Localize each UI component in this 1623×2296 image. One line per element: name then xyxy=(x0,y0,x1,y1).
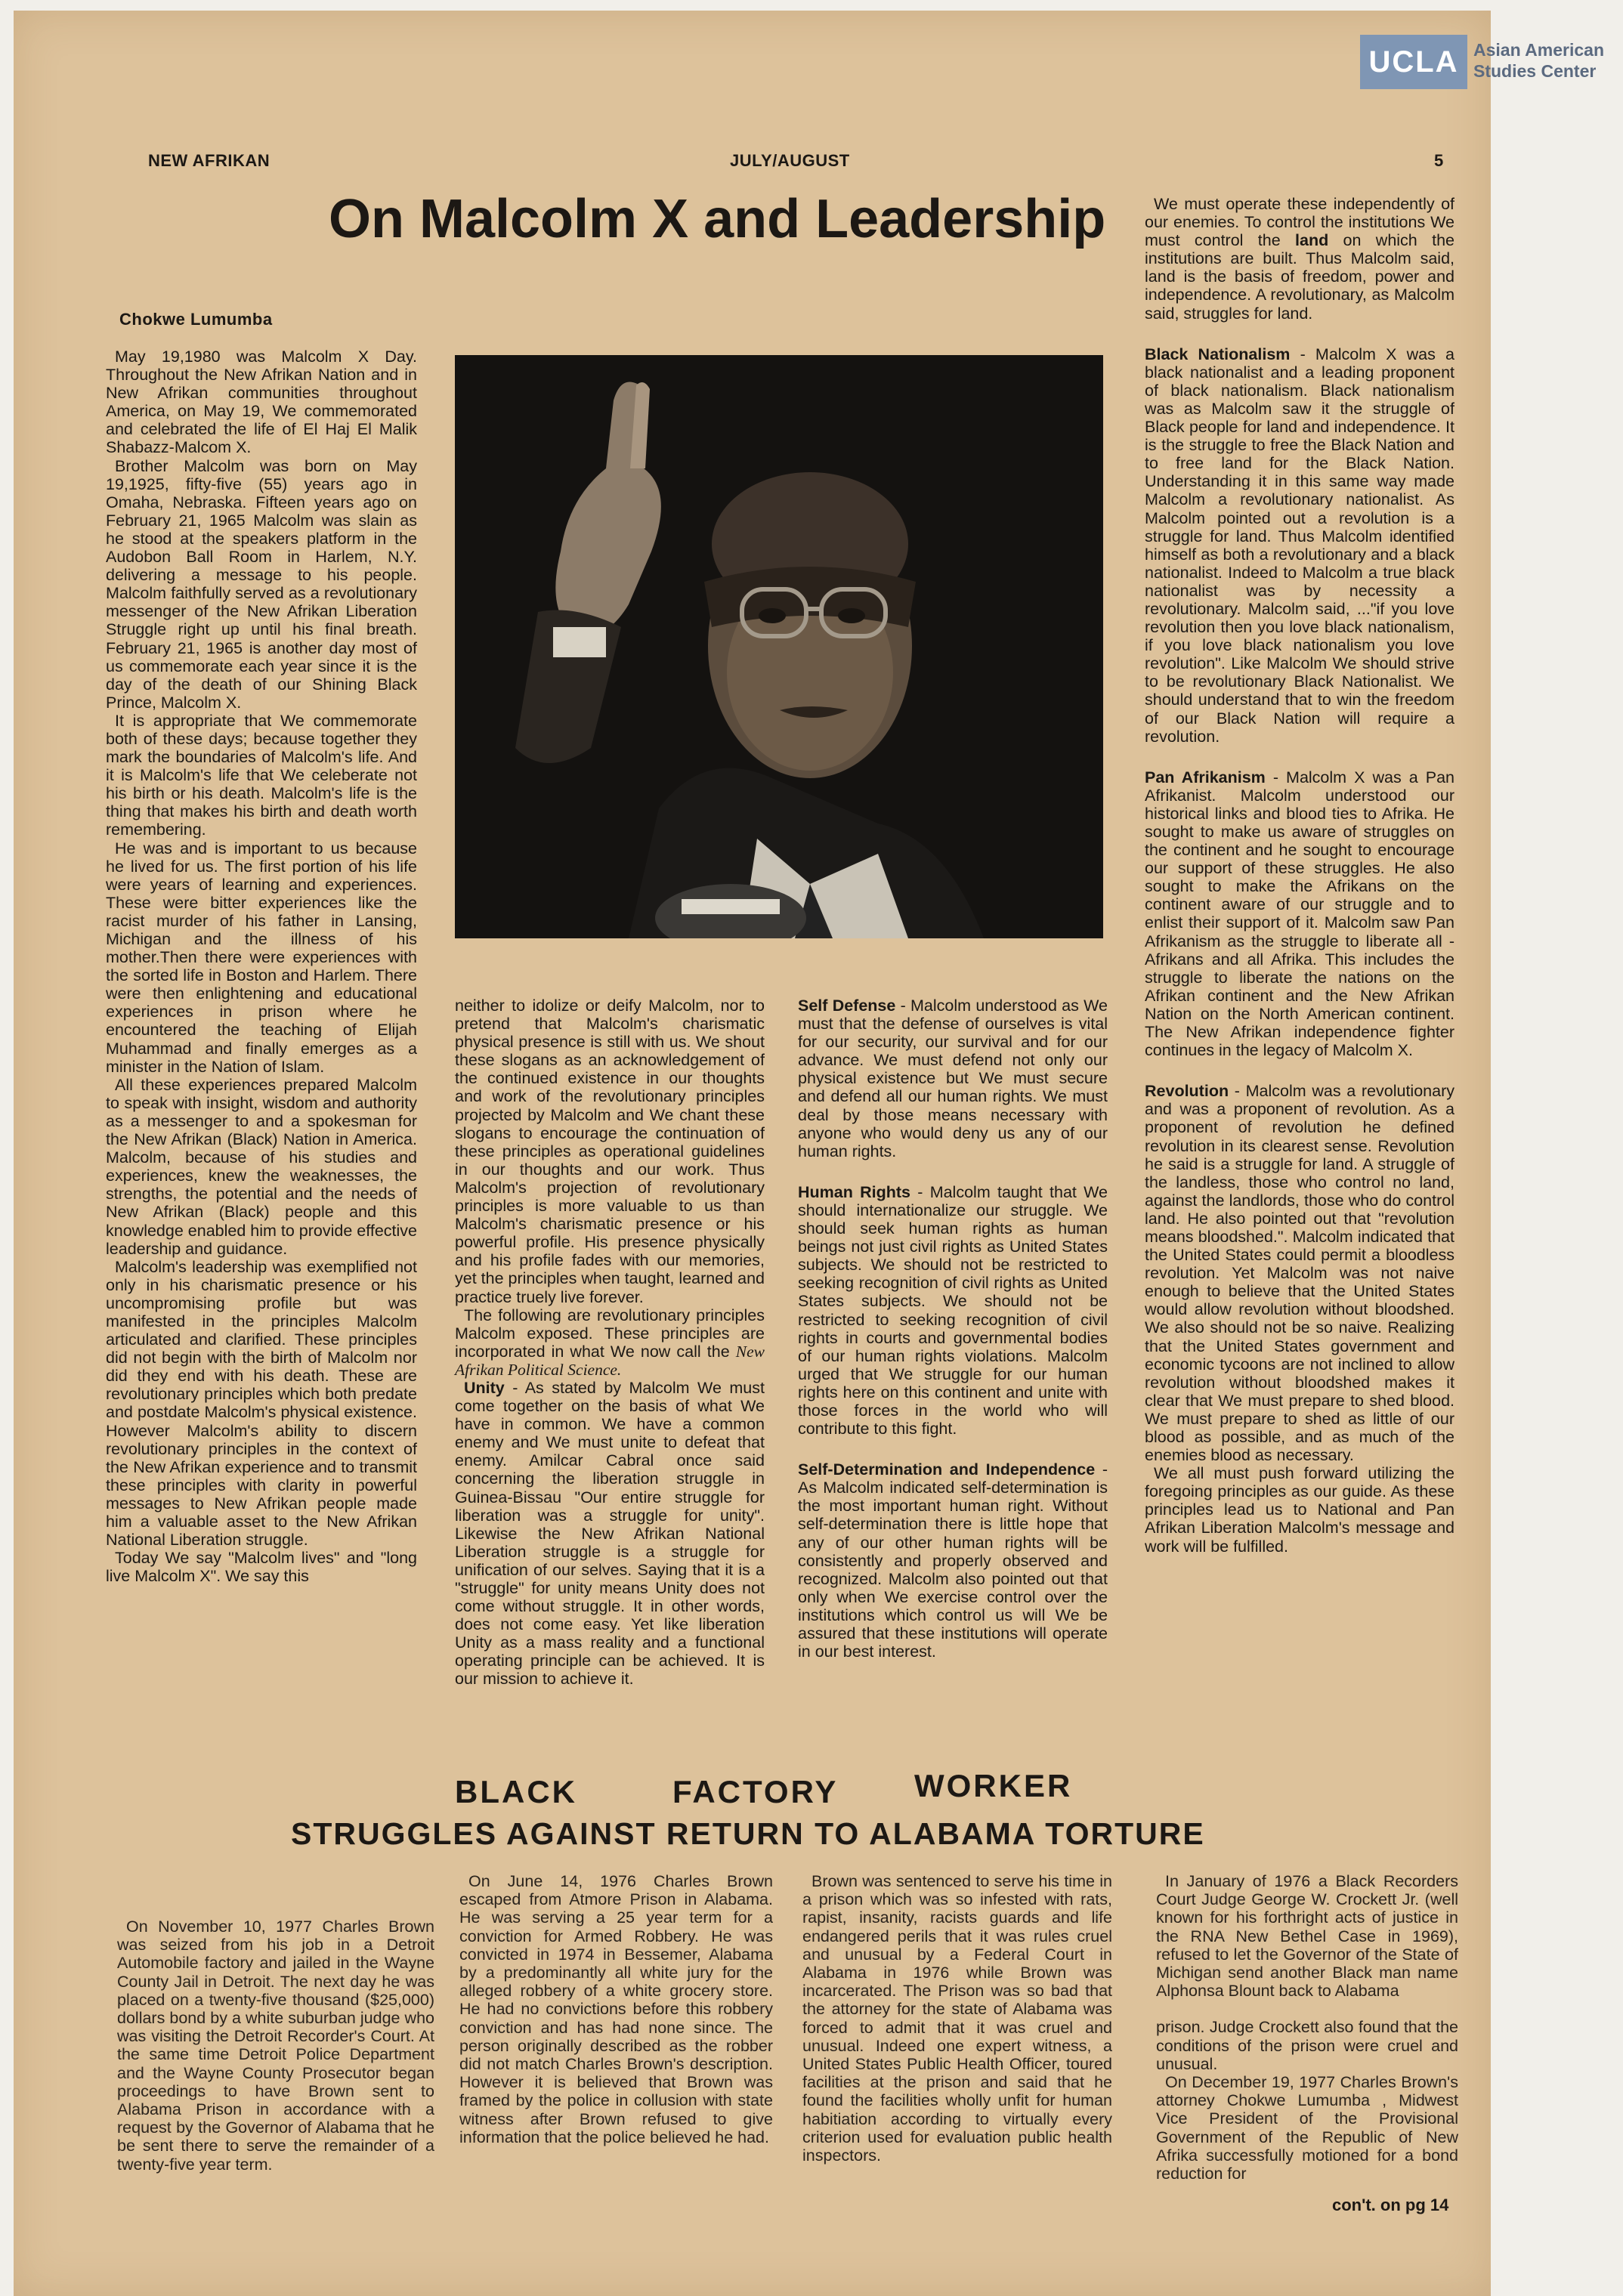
paragraph xyxy=(1145,195,1455,323)
paragraph-human-rights xyxy=(798,1183,1108,1438)
section-heading: Black Nationalism xyxy=(1145,345,1291,363)
ucla-badge: UCLA xyxy=(1360,35,1467,89)
continued-on-page: con't. on pg 14 xyxy=(1332,2196,1449,2214)
text: - Malcolm X was a Pan Afrikanist. Malcolm understood our historical links and blood ties to Afrika. He sought to make us aware of struggles on the continent and he sought to encourage our support of these struggles. He also sought to make the Afrikans on the continent aware of our struggle and to enlist their support of it. Malcolm saw Pan Afrikanism as the struggle to liberate all - Afrikans and all Afrika. This includes the struggle to liberate the nations on the Afrikan continent and the New Afrikan Nation on the North American continent. The New Afrikan independence fighter continues in the legacy of Malcolm X. xyxy=(1145,768,1455,1060)
paragraph: Today We say "Malcolm lives" and "long live Malcolm X". We say this xyxy=(106,1549,417,1586)
paragraph: On December 19, 1977 Charles Brown's attorney Chokwe Lumumba , Midwest Vice President of the Provisional Government of the Republic of New Afrika successfully motioned for a bond reduction for xyxy=(1156,2073,1458,2183)
text: We must operate these independently of our enemies. To control the institutions We must control the xyxy=(1145,195,1455,250)
publication-name: NEW AFRIKAN xyxy=(148,151,270,170)
center-line1: Asian American xyxy=(1473,40,1604,60)
paragraph: He was and is important to us because he lived for us. The first portion of his life were years of learning and experiences. These were bitter experiences like the racist murder of his father in Lansing, Michigan and the illness of his mother.Then there were experiences with the sorted life in Boston and Harlem. There were then enlightening and educational experiences in prison where he encountered the teaching of Elijah Muhammad and finally emerges as a minister in the Nation of Islam. xyxy=(106,839,417,1076)
paragraph-revolution xyxy=(1145,1082,1455,1464)
second-article-column-2 xyxy=(459,1872,773,2146)
paragraph: neither to idolize or deify Malcolm, nor to pretend that Malcolm's charismatic physical presence is still with us. We shout these slogans as an acknowledgement of the continued existence in our thoughts and work of the revolutionary principles projected by Malcolm and We chant these slogans to encourage the continuation of these principles as operational guidelines in our thoughts and our work. Thus Malcolm's projection of revolutionary principles is more valuable to us than Malcolm's charismatic presence or his powerful profile. His presence physically and his profile fades with our memories, yet the principles when taught, learned and practice truely live forever. xyxy=(455,997,765,1306)
asian-american-studies-center-label xyxy=(1473,39,1623,82)
section-heading: Self Defense xyxy=(798,997,896,1015)
section-heading: Self-Determination and Independence xyxy=(798,1460,1096,1479)
paragraph xyxy=(455,1306,765,1379)
article-column-1 xyxy=(106,348,417,1585)
article-title: On Malcolm X and Leadership xyxy=(329,189,1106,249)
paragraph: It is appropriate that We commemorate both of these days; because together they mark the boundaries of Malcolm's life. And it is Malcolm's life that We celeberate not his birth or his death. Malcolm's life is the thing that makes his birth and death worth remembering. xyxy=(106,711,417,839)
paragraph-closing: We all must push forward utilizing the foregoing principles as our guide. As these principles lead us to National and Pan Afrikan Liberation Malcolm's message and work will be fulfilled. xyxy=(1145,1464,1455,1556)
second-headline-factory: FACTORY xyxy=(672,1774,839,1809)
page-number: 5 xyxy=(1434,151,1444,170)
paragraph-black-nationalism xyxy=(1145,345,1455,746)
section-heading: Pan Afrikanism xyxy=(1145,768,1266,786)
paragraph: On November 10, 1977 Charles Brown was seized from his job in a Detroit Automobile factory and jailed in the Wayne County Jail in Detroit. The next day he was placed on a twenty-five thousand ($25,000) dollars bond by a white suburban judge who was visiting the Detroit Recorder's Court. At the same time Detroit Police Department and the Wayne County Prosecutor began proceedings to have Brown sent to Alabama Prison in accordance with a request by the Governor of Alabama that he be sent there to serve the remainder of a twenty-five year term. xyxy=(117,1917,434,2174)
emphasis: land xyxy=(1295,231,1329,250)
section-heading: Unity xyxy=(464,1378,505,1397)
paragraph: Brown was sentenced to serve his time in a prison which was so infested with rats, rapist, insanity, racists guards and life endangered perils that it was rules cruel and unusual by a Federal Court in Alabama in 1976 while Brown was incarcerated. The Prison was so bad that the attorney for the state of Alabama was forced to admit that it was cruel and unusual. Indeed one expert witness, a United States Public Health Officer, toured facilities at the prison and said that he found the facilities wholly unfit for human habitiation according to virtually every criterion used for evaluation public health inspectors. xyxy=(802,1872,1112,2165)
paragraph-unity xyxy=(455,1379,765,1689)
portrait-illustration xyxy=(455,355,1103,938)
section-heading: Human Rights xyxy=(798,1182,911,1201)
text: - Malcolm X was a black nationalist and a leading proponent of black nationalism. Black nationalism was as Malcolm saw it the struggle of Black people for land and independence. It is the struggle to free the Black Nation and to free land for the Black Nation. Understanding it in this same way made Malcolm a revolutionary nationalist. As Malcolm pointed out a revolution is a struggle for land. Thus Malcolm identified himself as both a revolutionary and a black nationalist. Indeed to Malcolm a true black nationalist was by necessity a revolutionary. Malcolm said, ..."if you love revolution then you love black nationalism, if you love black nationalism you love revolution". Like Malcolm We should strive to be revolutionary Black Nationalist. We should understand that to win the freedom of our Black Nation will require a revolution. xyxy=(1145,345,1455,746)
text: - Malcolm understood as We must that the defense of ourselves is vital for our security, our survival and for our advance. We must defend not only our physical existence but We must secure and defend all our human rights. We must deal by those means necessary with anyone who would deny us any of our human rights. xyxy=(798,997,1108,1160)
text: - Malcolm was a revolutionary and was a proponent of revolution. As a proponent of revolution he defined revolution in its clearest sense. Revolution he said is a struggle for land. A struggle of the landless, those who control no land, against the landlords, those who do control land. He also pointed out that "revolution means bloodshed.". Malcolm indicated that the United States could permit a bloodless revolution. Yet Malcolm was not naive enough to believe that the United States would allow revolution without bloodshed. We also should not be so naive. Realizing that the United States government and economic tycoons are not inclined to allow revolution without bloodshed makes it clear that We must prepare to shed blood. We must prepare to shed as little of our blood as possible, and as much of the enemies blood as necessary. xyxy=(1145,1082,1455,1465)
second-headline-black: BLACK xyxy=(455,1774,577,1809)
text: on which the institutions are built. Thus Malcolm said, land is the basis of freedom, power and independence. A revolutionary, as Malcolm said, struggles for land. xyxy=(1145,231,1455,323)
article-column-3 xyxy=(798,997,1108,1661)
paragraph: prison. Judge Crockett also found that the conditions of the prison were cruel and unusual. xyxy=(1156,2018,1458,2073)
text: - As stated by Malcolm We must come together on the basis of what We have in common. We have a common enemy and We must unite to defeat that enemy. Amilcar Cabral once said concerning the liberation struggle in Guinea-Bissau "Our entire struggle for liberation was a struggle for unity". Likewise the New Afrikan National Liberation struggle is a struggle for unification of our selves. Saying that it is a "struggle" for unity means Unity does not come without struggle. It in other words, does not come easy. Yet like liberation Unity as a mass reality and a functional operating principle can be achieved. It is our mission to achieve it. xyxy=(455,1378,765,1689)
paragraph: In January of 1976 a Black Recorders Court Judge George W. Crockett Jr. (well known for his forthright acts of justice in the RNA New Bethel Case in 1969), refused to let the Governor of the State of Michigan send another Black man name Alphonsa Blount back to Alabama xyxy=(1156,1872,1458,2001)
second-headline-line2: STRUGGLES AGAINST RETURN TO ALABAMA TORTURE xyxy=(291,1816,1205,1851)
scan-margin xyxy=(1491,11,1623,2296)
second-article-column-4 xyxy=(1156,1872,1458,2183)
issue-date: JULY/AUGUST xyxy=(730,151,850,170)
paragraph: May 19,1980 was Malcolm X Day. Throughout the New Afrikan Nation and in New Afrikan communities throughout America, on May 19, We commemorated and celebrated the life of El Haj El Malik Shabazz-Malcom X. xyxy=(106,348,417,457)
section-heading: Revolution xyxy=(1145,1082,1229,1101)
text: -As Malcolm indicated self-determination is the most important human right. Without self-determination there is little hope that any of our other human rights will be consistently and properly observed and recognized. Malcolm also pointed out that only when We exercise control over the institutions which control us will We be assured that these institutions will operate in our best interest. xyxy=(798,1460,1108,1661)
second-headline-worker: WORKER xyxy=(914,1768,1073,1803)
text: - Malcolm taught that We should internationalize our struggle. We should seek human rights as human beings not just civil rights as United States subjects. We should not be restricted to seeking recognition of civil rights as United States subjects. We should not be restricted to seeking recognition of civil rights in courts and governmental bodies of our human rights violations. Malcolm urged that We struggle for our human rights here on this continent and unite with those forces in the world who will contribute to this fight. xyxy=(798,1182,1108,1438)
paragraph: All these experiences prepared Malcolm to speak with insight, wisdom and authority as a messenger to and a spokesman for the New Afrikan (Black) Nation in America. Malcolm, because of his studies and experiences, knew the weaknesses, the strengths, the potential and the needs of New Afrikan (Black) people and this knowledge enabled him to provide effective leadership and guidance. xyxy=(106,1075,417,1258)
science-name: New Afrikan Political Science. xyxy=(455,1342,765,1379)
malcolm-x-photo xyxy=(455,355,1103,938)
text: The following are revolutionary principles Malcolm exposed. These principles are incorporated in what We now call the xyxy=(455,1306,765,1361)
paragraph: Malcolm's leadership was exemplified not only in his charismatic presence or his uncompromising profile but was manifested in the principles Malcolm articulated and clarified. These principles did not begin with the birth of Malcolm nor did they end with his death. These are revolutionary principles which both predate and postdate Malcolm's physical existence. However Malcolm's ability to discern revolutionary principles in the context of the New Afrikan experience and to transmit these principles with clarity in powerful messages to New Afrikan people made him a valuable asset to the New Afrikan National Liberation struggle. xyxy=(106,1257,417,1550)
second-article-column-3 xyxy=(802,1872,1112,2165)
byline: Chokwe Lumumba xyxy=(119,310,273,329)
paragraph-self-defense xyxy=(798,997,1108,1160)
paragraph: On June 14, 1976 Charles Brown escaped from Atmore Prison in Alabama. He was serving a 25 year term for a conviction for Armed Robbery. He was convicted in 1974 in Bessemer, Alabama by a predominantly all white jury for the alleged robbery of a white grocery store. He had no convictions before this robbery conviction and has had none since. The person originally described as the robber did not match Charles Brown's description. However it is believed that Brown was framed by the police in collusion with state witness after Brown refused to give information that the police believed he had. xyxy=(459,1872,773,2146)
paragraph-self-determination xyxy=(798,1460,1108,1661)
article-column-2 xyxy=(455,997,765,1689)
center-line2: Studies Center xyxy=(1473,61,1597,81)
paragraph: Brother Malcolm was born on May 19,1925, fifty-five (55) years ago in Omaha, Nebraska. Fifteen years ago on February 21, 1965 Malcolm was slain as he stood at the speakers platform in the Audobon Ball Room in Harlem, N.Y. delivering a message to his people. Malcolm faithfully served as a revolutionary messenger of the New Afrikan Liberation Struggle right up until his final breath. February 21, 1965 is another day most of us commemorate each year since it is the day of the death of our Shining Black Prince, Malcolm X. xyxy=(106,456,417,712)
second-article-column-1 xyxy=(117,1917,434,2174)
paragraph-pan-afrikanism xyxy=(1145,768,1455,1060)
article-column-4 xyxy=(1145,195,1455,1556)
